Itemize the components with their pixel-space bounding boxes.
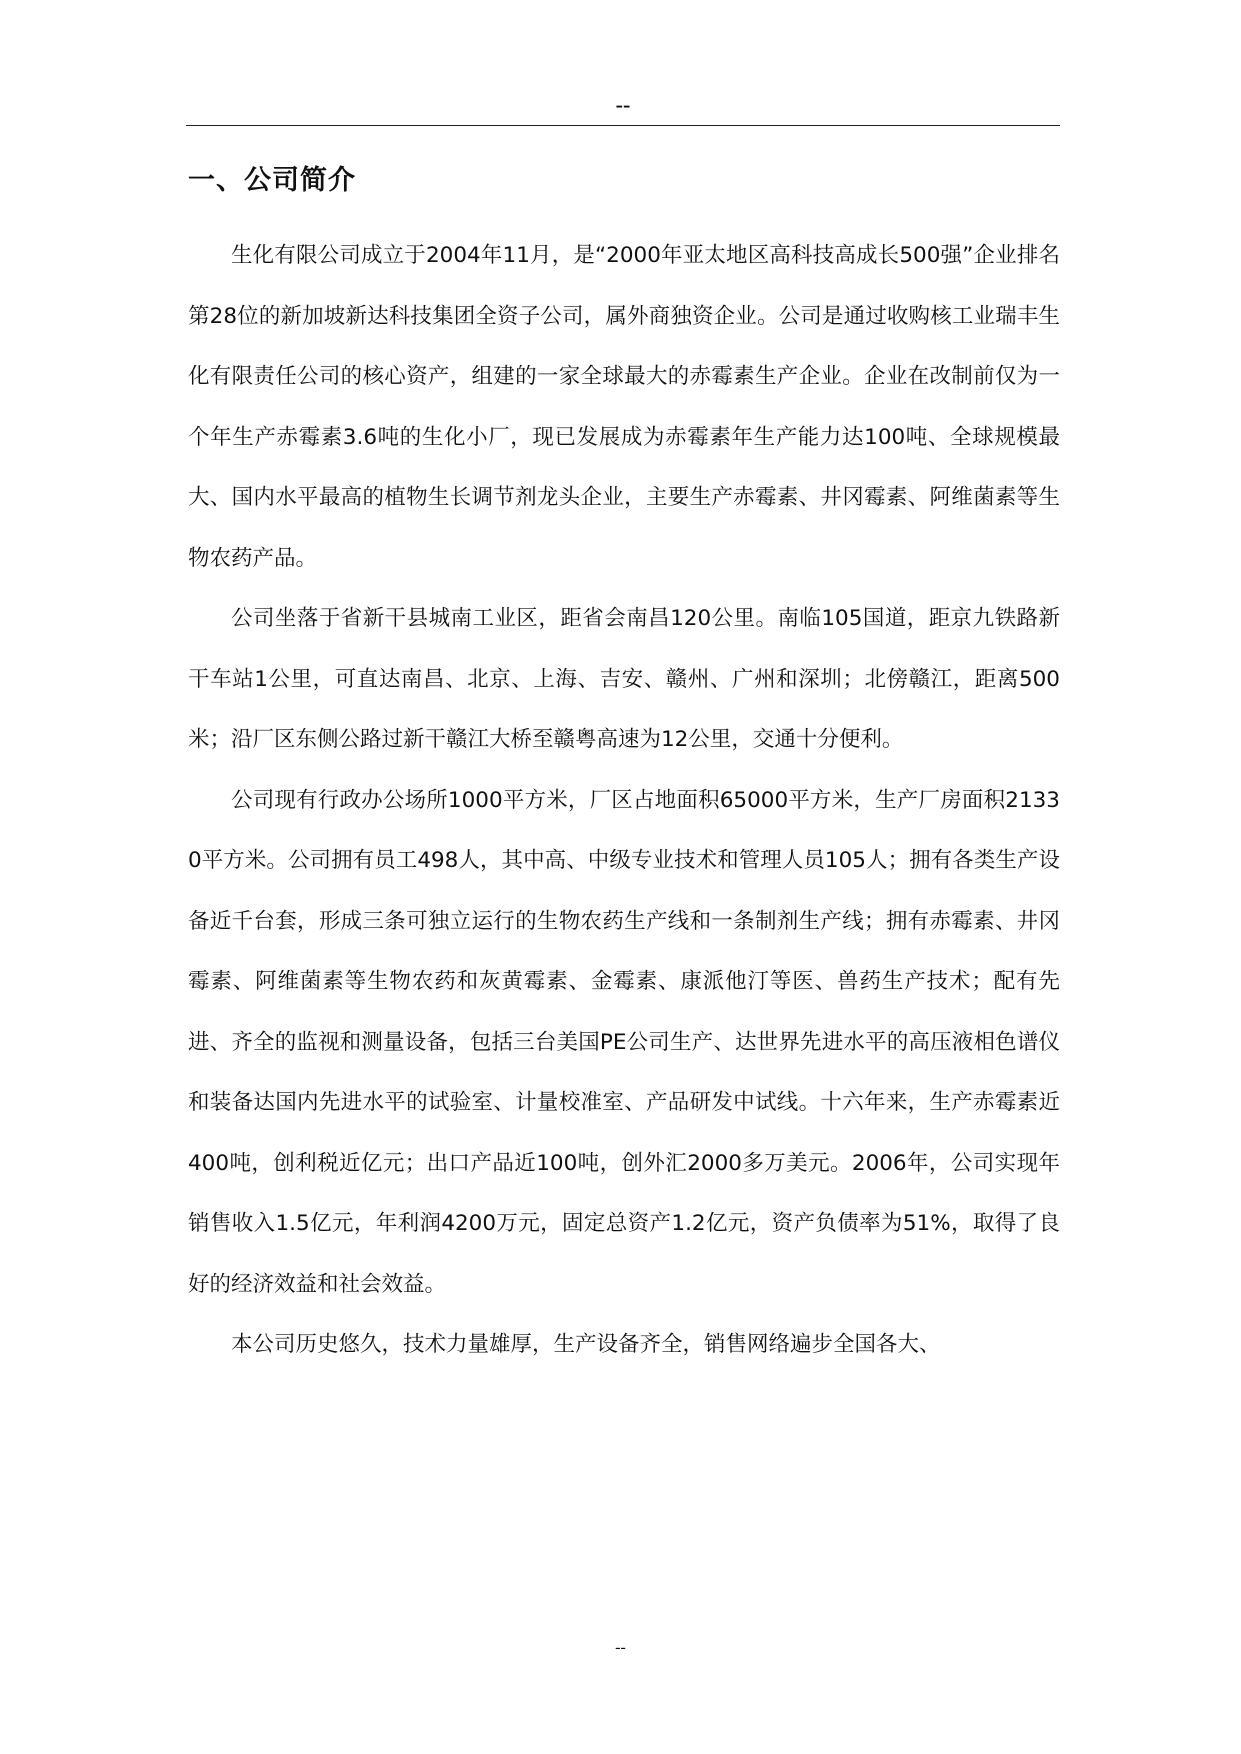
body-text [188,226,1060,1376]
page-footer: -- [615,1639,626,1656]
header-rule [186,125,1060,126]
header-mark: -- [615,92,631,117]
paragraph-history: 本公司历史悠久，技术力量雄厚，生产设备齐全，销售网络遍步全国各大、 [231,1332,941,1357]
page-header [186,92,1060,126]
paragraph-facilities: 公司现有行政办公场所1000平方米，厂区占地面积65000平方米，生产厂房面积21330平方米。公司拥有员工498人，其中高、中级专业技术和管理人员105人；拥有各类生产设备近千台套，形成三条可独立运行的生物农药生产线和一条制剂生产线；拥有赤霉素、井冈霉素、阿维菌素等生物农药和灰黄霉素、金霉素、康派他汀等医、兽药生产技术；配有先进、齐全的监视和测量设备，包括三台美国PE公司生产、达世界先进水平的高压液相色谱仪和装备达国内先进水平的试验室、计量校准室、产品研发中试线。十六年来，生产赤霉素近400吨，创利税近亿元；出口产品近100吨，创外汇2000多万美元。2006年，公司实现年销售收入1.5亿元，年利润4200万元，固定总资产1.2亿元，资产负债率为51%，取得了良好的经济效益和社会效益。 [188,787,1061,1297]
paragraph-location: 公司坐落于省新干县城南工业区，距省会南昌120公里。南临105国道，距京九铁路新干车站1公里，可直达南昌、北京、上海、吉安、赣州、广州和深圳；北傍赣江，距离500米；沿厂区东侧公路过新干赣江大桥至赣粤高速为12公里，交通十分便利。 [188,606,1060,752]
section-heading: 一、公司简介 [188,165,356,196]
paragraph-company-overview: 生化有限公司成立于2004年11月，是“2000年亚太地区高科技高成长500强”企业排名第28位的新加坡新达科技集团全资子公司，属外商独资企业。公司是通过收购核工业瑞丰生化有限责任公司的核心资产，组建的一家全球最大的赤霉素生产企业。企业在改制前仅为一个年生产赤霉素3.6吨的生化小厂，现已发展成为赤霉素年生产能力达100吨、全球规模最大、国内水平最高的植物生长调节剂龙头企业，主要生产赤霉素、井冈霉素、阿维菌素等生物农药产品。 [188,243,1060,571]
